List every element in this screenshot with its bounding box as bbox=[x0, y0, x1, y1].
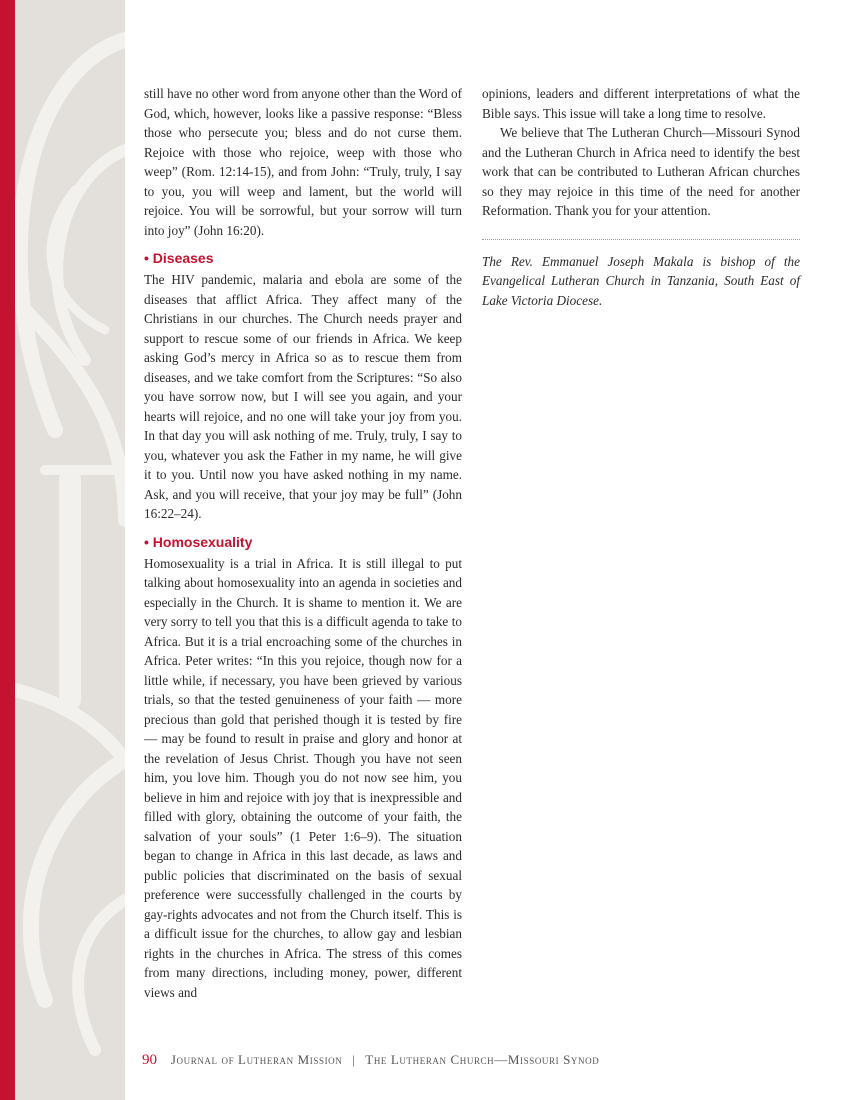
paragraph-continuation: opinions, leaders and different interpretations of what the Bible says. This issue will take a long time to resolve. bbox=[482, 86, 800, 121]
publisher-name: The Lutheran Church—Missouri Synod bbox=[365, 1052, 600, 1067]
heading-diseases: • Diseases bbox=[144, 250, 214, 266]
journal-title: Journal of Lutheran Mission bbox=[170, 1052, 343, 1067]
left-text-column bbox=[144, 84, 462, 1002]
paragraph-scripture-response: still have no other word from anyone other than the Word of God, which, however, looks like a passive response: “Bless those who persecute you; bless and do not curse them. Rejoice with those who rejoice, weep with those who weep” (Rom. 12:14-15), and from John: “Truly, truly, I say to you, you will weep and lament, but the world will rejoice. You will be sorrowful, but your sorrow will turn into joy” (John 16:20). bbox=[144, 86, 462, 238]
red-margin-strip bbox=[0, 0, 15, 1100]
dotted-divider bbox=[482, 239, 800, 240]
heading-homosexuality: • Homosexuality bbox=[144, 533, 253, 550]
page-footer bbox=[142, 1052, 599, 1069]
author-bio: The Rev. Emmanuel Joseph Makala is bishop of the Evangelical Lutheran Church in Tanzania, South East of Lake Victoria Diocese. bbox=[482, 253, 800, 308]
footer-separator: | bbox=[352, 1052, 356, 1067]
decorative-side-panel bbox=[15, 0, 125, 1100]
page-number: 90 bbox=[142, 1052, 157, 1068]
paragraph-conclusion: We believe that The Lutheran Church—Missouri Synod and the Lutheran Church in Africa need to identify the best work that can be contributed to Lutheran African churches so they may rejoice in this time of the need for another Reformation. Thank you for your attention. bbox=[482, 125, 800, 218]
emblem-watermark-icon bbox=[15, 0, 125, 1100]
right-text-column bbox=[482, 84, 800, 310]
paragraph-diseases: The HIV pandemic, malaria and ebola are some of the diseases that afflict Africa. They affect many of the Christians in our churches. The Church needs prayer and support to rescue some of our friends in Africa. We keep asking God’s mercy in Africa so as to rescue them from diseases, and we take comfort from the Scriptures: “So also you have sorrow now, but I will see you again, and your hearts will rejoice, and no one will take your joy from you. In that day you will ask nothing of me. Truly, truly, I say to you, whatever you ask the Father in my name, he will give it to you. Until now you have asked nothing in my name. Ask, and you will receive, that your joy may be full” (John 16:22–24). bbox=[144, 272, 462, 521]
paragraph-homosexuality: Homosexuality is a trial in Africa. It is still illegal to put talking about homosexuality into an agenda in societies and especially in the Church. It is shame to mention it. We are very sorry to tell you that this is a difficult agenda to take to Africa. But it is a trial encroaching some of the churches in Africa. Peter writes: “In this you rejoice, though now for a little while, if necessary, you have been grieved by various trials, so that the tested genuineness of your faith — more precious than gold that perished though it is tested by fire — may be found to result in praise and glory and honor at the revelation of Jesus Christ. Though you have not seen him, you love him. Though you do not now see him, you believe in him and rejoice with joy that is inexpressible and filled with glory, obtaining the outcome of your faith, the salvation of your souls” (1 Peter 1:6–9). The situation began to change in Africa in this last decade, as laws and public policies that discriminated on the basis of sexual preference were successfully challenged in the courts by gay-rights advocates and not from the Church itself. This is a difficult issue for the churches, to allow gay and lesbian rights in the churches in Africa. The stress of this comes from many directions, including money, power, different views and bbox=[144, 555, 462, 1000]
